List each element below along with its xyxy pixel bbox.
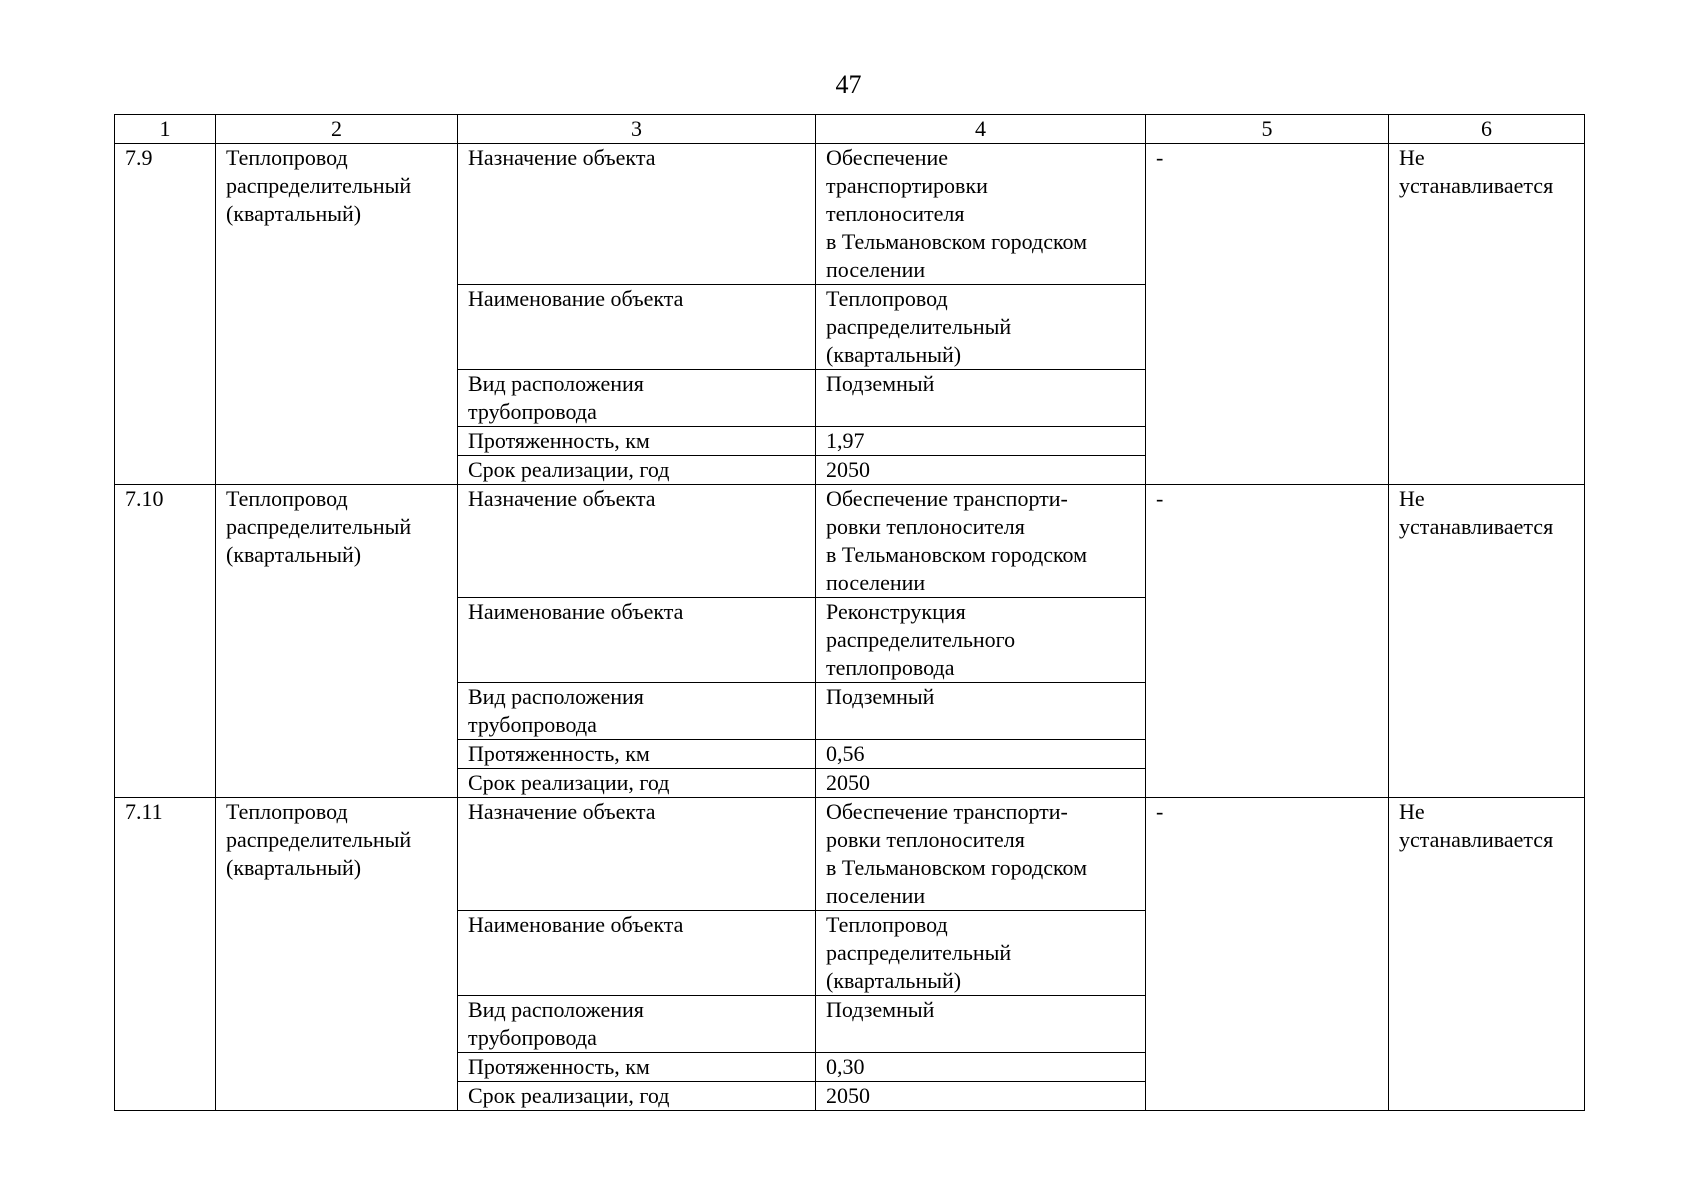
param-label: Наименование объекта <box>458 285 816 370</box>
col6-value: Не устанавливается <box>1389 144 1585 485</box>
param-value: Подземный <box>816 996 1146 1053</box>
param-label: Протяженность, км <box>458 740 816 769</box>
row-number: 7.11 <box>115 798 216 1111</box>
header-cell: 2 <box>216 115 458 144</box>
param-label: Протяженность, км <box>458 427 816 456</box>
param-label: Вид расположения трубопровода <box>458 683 816 740</box>
param-label: Назначение объекта <box>458 798 816 911</box>
table-row <box>115 485 1585 598</box>
param-label: Срок реализации, год <box>458 1082 816 1111</box>
col6-value: Не устанавливается <box>1389 798 1585 1111</box>
param-label: Срок реализации, год <box>458 456 816 485</box>
object-name: Теплопровод распределительный (квартальный) <box>216 485 458 798</box>
param-label: Назначение объекта <box>458 144 816 285</box>
param-value: Теплопровод распределительный (квартальный) <box>816 911 1146 996</box>
header-cell: 3 <box>458 115 816 144</box>
row-number: 7.10 <box>115 485 216 798</box>
header-cell: 5 <box>1146 115 1389 144</box>
object-name: Теплопровод распределительный (квартальный) <box>216 798 458 1111</box>
header-cell: 1 <box>115 115 216 144</box>
param-value: 0,56 <box>816 740 1146 769</box>
param-value: Теплопровод распределительный (квартальный) <box>816 285 1146 370</box>
param-label: Назначение объекта <box>458 485 816 598</box>
param-value: 0,30 <box>816 1053 1146 1082</box>
param-label: Срок реализации, год <box>458 769 816 798</box>
header-row <box>115 115 1585 144</box>
param-value: Обеспечение транспорти- ровки теплоносителя в Тельмановском городском поселении <box>816 485 1146 598</box>
row-number: 7.9 <box>115 144 216 485</box>
header-cell: 6 <box>1389 115 1585 144</box>
param-value: Обеспечение транспорти- ровки теплоносителя в Тельмановском городском поселении <box>816 798 1146 911</box>
param-label: Вид расположения трубопровода <box>458 996 816 1053</box>
object-name: Теплопровод распределительный (квартальный) <box>216 144 458 485</box>
param-value: Подземный <box>816 370 1146 427</box>
table-row <box>115 798 1585 911</box>
param-label: Наименование объекта <box>458 598 816 683</box>
param-value: 2050 <box>816 769 1146 798</box>
param-value: Реконструкция распределительного теплопровода <box>816 598 1146 683</box>
page-number: 47 <box>835 70 862 99</box>
param-value: 2050 <box>816 1082 1146 1111</box>
param-value: 2050 <box>816 456 1146 485</box>
param-label: Вид расположения трубопровода <box>458 370 816 427</box>
col6-value: Не устанавливается <box>1389 485 1585 798</box>
param-value: Обеспечение транспортировки теплоносителя в Тельмановском городском поселении <box>816 144 1146 285</box>
col5-value: - <box>1146 485 1389 798</box>
table-row <box>115 144 1585 285</box>
objects-table <box>114 114 1585 1111</box>
param-label: Протяженность, км <box>458 1053 816 1082</box>
col5-value: - <box>1146 798 1389 1111</box>
col5-value: - <box>1146 144 1389 485</box>
param-value: Подземный <box>816 683 1146 740</box>
header-cell: 4 <box>816 115 1146 144</box>
param-value: 1,97 <box>816 427 1146 456</box>
param-label: Наименование объекта <box>458 911 816 996</box>
